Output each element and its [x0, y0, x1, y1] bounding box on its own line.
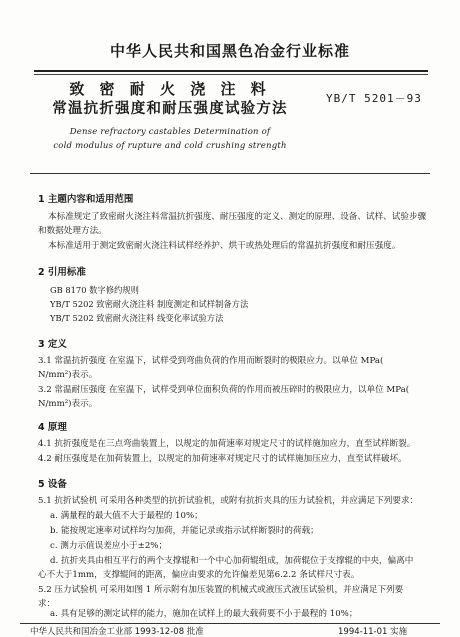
equipment-5-2-item-a: a. 具有足够的测定试样的能力，施加在试样上的最大载荷要不小于最程的 10%；	[50, 609, 358, 619]
principle-4-2: 4.2 耐压强度是在加荷装置上，以规定的加荷速率对规定尺寸的试样施加压应力，直至试样破坏。	[38, 454, 407, 464]
header-rule-thin	[34, 74, 428, 75]
implementation-note: 1994-11-01 实施	[338, 627, 408, 637]
footer-rule	[20, 623, 440, 624]
doc-title-line-1: 致 密 耐 火 浇 注 料	[69, 80, 271, 98]
requirement-d: d. 抗折夹具由相互平行的两个支撑辊和一个中心加荷辊组成，加荷辊位于支撑辊的中央，偏离中	[50, 556, 414, 566]
title-rule	[30, 173, 430, 174]
equipment-5-2-cont: 求：	[38, 599, 56, 609]
equipment-5-1: 5.1 抗折试验机 可采用各种类型的抗折试验机，或附有抗折夹具的压力试验机，并应满足下列要求：	[38, 496, 419, 506]
standard-header: 中华人民共和国黑色冶金行业标准	[109, 42, 350, 60]
definition-3-1-cont: N/mm²)表示。	[38, 370, 98, 380]
doc-title-line-2: 常温抗折强度和耐压强度试验方法	[52, 100, 288, 117]
section-1-para-1-cont: 和数据处理方法。	[38, 226, 107, 236]
section-4-heading: 4 原理	[38, 422, 67, 433]
reference-item: YB/T 5202 致密耐火浇注料 制度测定和试样制备方法	[50, 299, 249, 309]
requirement-b: b. 能按规定速率对试样均匀加荷，并能记录或指示试样断裂时的荷载；	[50, 526, 319, 536]
section-1-para-1: 本标准规定了致密耐火浇注料常温抗折强度、耐压强度的定义、测定的原理、设备、试样、试验步骤	[48, 212, 427, 222]
section-2-heading: 2 引用标准	[38, 267, 86, 278]
approval-note: 中华人民共和国冶金工业部 1993-12-08 批准	[30, 627, 204, 637]
definition-3-1: 3.1 常温抗折强度 在室温下，试样受到弯曲负荷的作用而断裂时的极限应力。以单位 MPa(	[38, 356, 384, 366]
definition-3-2-cont: N/mm²)表示。	[38, 399, 98, 409]
reference-item: GB 8170 数字修约规则	[50, 285, 139, 295]
section-3-heading: 3 定义	[38, 339, 67, 350]
standard-code: YB/T 5201－93	[326, 92, 422, 105]
section-5-heading: 5 设备	[38, 479, 67, 490]
header-rule	[34, 70, 428, 72]
equipment-5-2: 5.2 压力试验机 可采用如图 1 所示附有加压装置的机械式或液压式液压试验机，并应满足下列要	[38, 585, 404, 595]
english-title-line-1: Dense refractory castables Determination of	[69, 127, 271, 137]
reference-item: YB/T 5202 致密耐火浇注料 线变化率试验方法	[50, 313, 224, 323]
requirement-c: c. 测力示值误差应小于±2%；	[50, 541, 168, 551]
requirement-d-cont: 心不大于1mm，支撑辊间的距离，偏应由要求的允许偏差见第6.2.2 条试样尺寸表。	[38, 570, 360, 580]
section-1-para-2: 本标准适用于测定致密耐火浇注料试样经养护、烘干或热处理后的常温抗折强度和耐压强度。	[48, 241, 401, 251]
requirement-a: a. 满量程的最大值不大于最程的 10%；	[50, 511, 203, 521]
definition-3-2: 3.2 常温耐压强度 在室温下，试样受到单位面积负荷的作用而被压碎时的极限应力，以单位 MPa(	[38, 385, 410, 395]
principle-4-1: 4.1 抗折强度是在三点弯曲装置上，以规定的加荷速率对规定尺寸的试样施加应力，直至试样断裂。	[38, 439, 416, 449]
english-title-line-2: cold modulus of rupture and cold crushing strength	[53, 141, 287, 151]
section-1-heading: 1 主题内容和适用范围	[38, 194, 134, 205]
